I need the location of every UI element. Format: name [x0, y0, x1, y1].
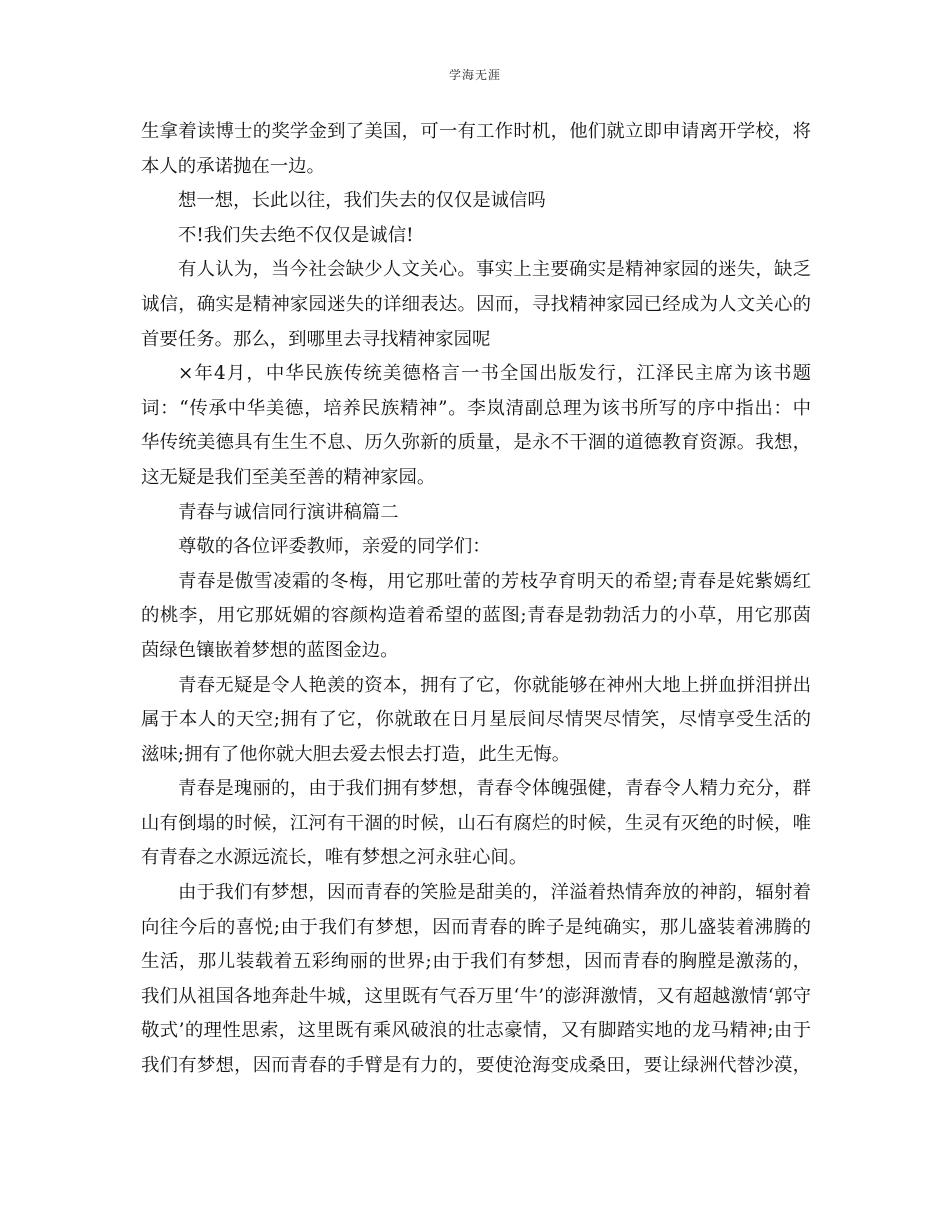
- text-line: 我们有梦想，因而青春的手臂是有力的，要使沧海变成桑田，要让绿洲代替沙漠，: [141, 1055, 811, 1077]
- text-line: 向往今后的喜悦;由于我们有梦想，因而青春的眸子是纯确实，那儿盛装着沸腾的: [141, 916, 811, 938]
- text-line: 茵绿色镶嵌着梦想的蓝图金边。: [141, 639, 399, 661]
- text-line: ×年4月，中华民族传统美德格言一书全国出版发行，江泽民主席为该书题: [178, 363, 811, 385]
- text-line: 滋味;拥有了他你就大胆去爱去恨去打造，此生无悔。: [141, 743, 571, 765]
- text-line: 想一想，长此以往，我们失去的仅仅是诚信吗: [178, 190, 546, 212]
- text-line: 这无疑是我们至美至善的精神家园。: [141, 466, 436, 488]
- text-line: 敬式’的理性思索，这里既有乘风破浪的壮志豪情，又有脚踏实地的龙马精神;由于: [141, 1020, 811, 1042]
- text-line: 我们从祖国各地奔赴牛城，这里既有气吞万里‘牛’的澎湃激情，又有超越激情‘郭守: [141, 985, 811, 1007]
- document-body: [141, 115, 811, 1084]
- text-line: 生活，那儿装载着五彩绚丽的世界;由于我们有梦想，因而青春的胸膛是激荡的，: [141, 951, 811, 973]
- text-line: 青春无疑是令人艳羡的资本，拥有了它，你就能够在神州大地上拼血拼泪拼出: [178, 674, 811, 696]
- text-line: 山有倒塌的时候，江河有干涸的时候，山石有腐烂的时候，生灵有灭绝的时候，唯: [141, 812, 811, 834]
- text-line: 本人的承诺抛在一边。: [141, 155, 325, 177]
- text-line: 首要任务。那么，到哪里去寻找精神家园呢: [141, 328, 491, 350]
- text-line: 青春与诚信同行演讲稿篇二: [178, 501, 399, 523]
- text-line: 华传统美德具有生生不息、历久弥新的质量，是永不干涸的道德教育资源。我想，: [141, 432, 811, 454]
- text-line: 有人认为，当今社会缺少人文关心。事实上主要确实是精神家园的迷失，缺乏: [178, 259, 811, 281]
- page-header: 学海无涯: [448, 68, 501, 82]
- text-line: 属于本人的天空;拥有了它，你就敢在日月星辰间尽情哭尽情笑，尽情享受生活的: [141, 709, 811, 731]
- text-line: 生拿着读博士的奖学金到了美国，可一有工作时机，他们就立即申请离开学校，将: [141, 121, 811, 142]
- text-line: 的桃李，用它那妩媚的容颜构造着希望的蓝图;青春是勃勃活力的小草，用它那茵: [141, 605, 811, 627]
- text-line: 青春是瑰丽的，由于我们拥有梦想，青春令体魄强健，青春令人精力充分，群: [178, 778, 811, 800]
- text-line: 由于我们有梦想，因而青春的笑脸是甜美的，洋溢着热情奔放的神韵，辐射着: [178, 882, 811, 904]
- text-line: 尊敬的各位评委教师，亲爱的同学们：: [178, 536, 491, 558]
- text-line: 诚信，确实是精神家园迷失的详细表达。因而，寻找精神家园已经成为人文关心的: [141, 293, 811, 315]
- text-line: 不!我们失去绝不仅仅是诚信!: [178, 224, 414, 246]
- text-line: 青春是傲雪凌霜的冬梅，用它那吐蕾的芳枝孕育明天的希望;青春是姹紫嫣红: [178, 570, 811, 592]
- text-line: 有青春之水源远流长，唯有梦想之河永驻心间。: [141, 847, 528, 869]
- text-line: 词：“传承中华美德，培养民族精神”。李岚清副总理为该书所写的序中指出：中: [141, 397, 811, 419]
